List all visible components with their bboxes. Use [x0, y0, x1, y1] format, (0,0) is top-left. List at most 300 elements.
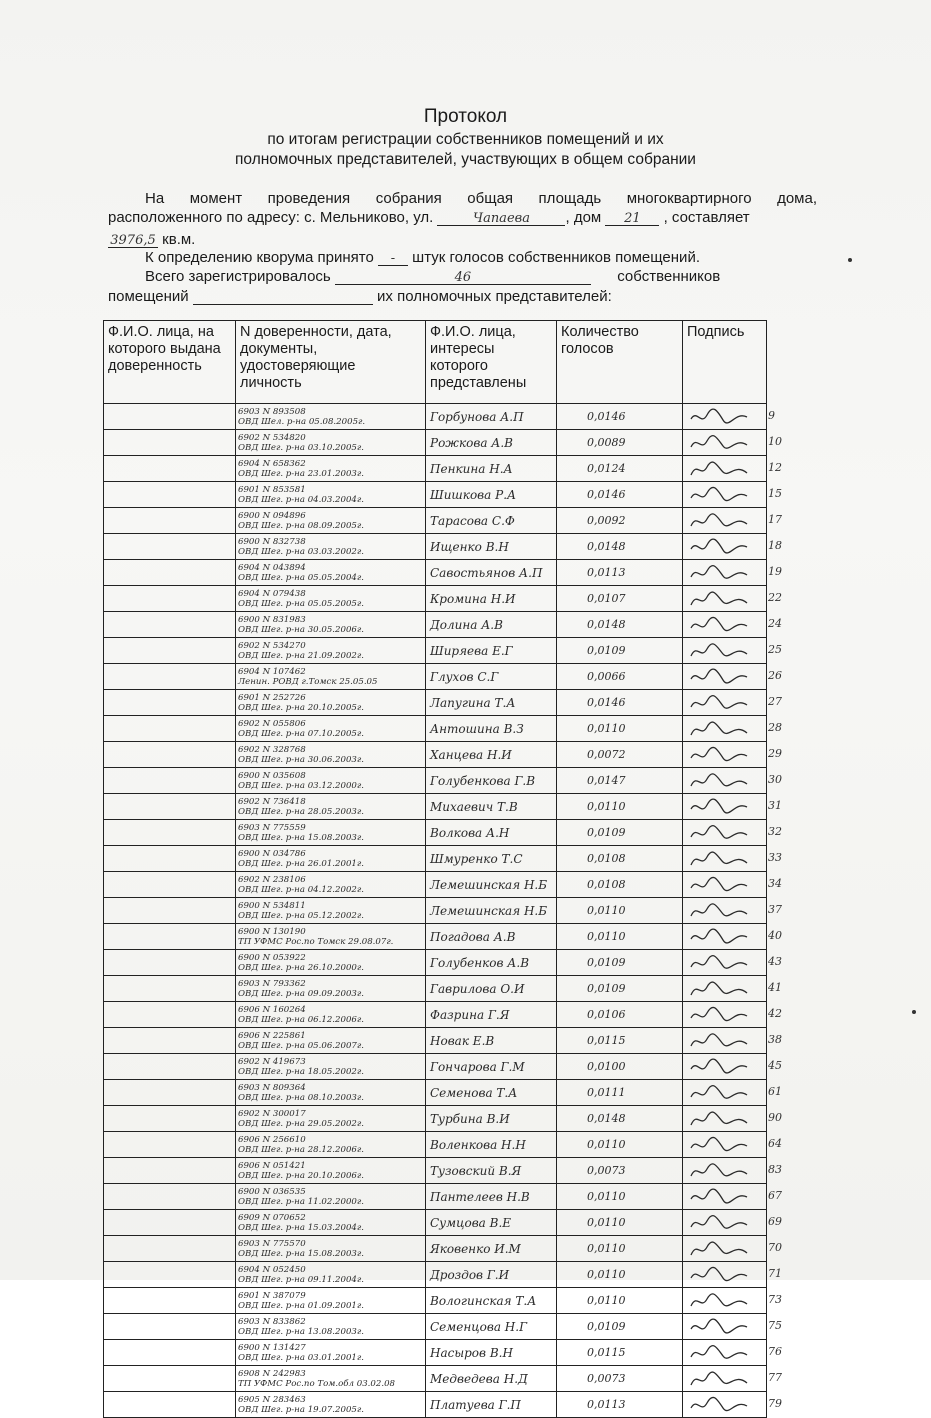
document-cell: [236, 768, 426, 794]
proxy-name-cell: [104, 1080, 236, 1106]
document-number: 6903 N 775570: [238, 1238, 306, 1249]
proxy-name-cell: [104, 846, 236, 872]
document-issuer: ОВД Шег. р-на 11.02.2000г.: [238, 1196, 364, 1207]
votes-cell: 0,0111: [557, 1080, 683, 1106]
document-number: 6906 N 225861: [238, 1030, 306, 1041]
table-row: [104, 1262, 767, 1288]
votes-cell: 0,0073: [557, 1366, 683, 1392]
signature-cell: [683, 638, 782, 664]
document-number: 6908 N 242983: [238, 1368, 306, 1379]
owner-name-cell: Ширяева Е.Г: [426, 638, 557, 664]
document-title: Протокол: [423, 106, 508, 127]
proxy-name-cell: [104, 1288, 236, 1314]
document-issuer: ОВД Шег. р-на 09.09.2003г.: [238, 988, 364, 999]
table-row: [104, 1054, 767, 1080]
document-cell: [236, 612, 426, 638]
document-issuer: ОВД Шег. р-на 26.01.2001г.: [238, 858, 364, 869]
owner-name-cell: Сумцова В.Е: [426, 1210, 557, 1236]
signature-scribble: [689, 1369, 749, 1389]
signature-scribble: [689, 537, 749, 557]
row-number: 9: [768, 409, 775, 422]
table-row: [104, 534, 767, 560]
house-label: , дом: [565, 209, 602, 226]
votes-cell: 0,0110: [557, 898, 683, 924]
proxy-name-cell: [104, 794, 236, 820]
row-number: 30: [768, 773, 782, 786]
document-cell: [236, 794, 426, 820]
signature-scribble: [689, 589, 749, 609]
signature-scribble: [689, 693, 749, 713]
document-subtitle-line1: по итогам регистрации собственников помещений и их: [267, 131, 664, 148]
proxy-name-cell: [104, 456, 236, 482]
document-cell: [236, 586, 426, 612]
row-number: 71: [768, 1267, 782, 1280]
document-cell: [236, 1210, 426, 1236]
row-number: 69: [768, 1215, 782, 1228]
document-issuer: ОВД Шег. р-на 03.03.2002г.: [238, 546, 364, 557]
signature-scribble: [689, 459, 749, 479]
signature-cell: [683, 612, 782, 638]
row-number: 33: [768, 851, 782, 864]
table-row: [104, 638, 767, 664]
scan-speck: [912, 1010, 916, 1014]
document-number: 6904 N 043894: [238, 562, 306, 573]
owner-name-cell: Михаевич Т.В: [426, 794, 557, 820]
table-row: [104, 716, 767, 742]
signature-scribble: [689, 1239, 749, 1259]
document-cell: [236, 1106, 426, 1132]
table-row: [104, 1080, 767, 1106]
votes-cell: 0,0110: [557, 1288, 683, 1314]
representatives-blank: [193, 290, 373, 305]
quorum-value-field: -: [378, 251, 408, 266]
document-cell: [236, 1184, 426, 1210]
table-row: [104, 404, 767, 430]
document-issuer: ОВД Шег. р-на 04.12.2002г.: [238, 884, 364, 895]
document-cell: [236, 1080, 426, 1106]
votes-cell: 0,0146: [557, 482, 683, 508]
owner-name-cell: Новак Е.В: [426, 1028, 557, 1054]
proxy-name-cell: [104, 716, 236, 742]
proxy-name-cell: [104, 586, 236, 612]
table-row: [104, 950, 767, 976]
row-number: 12: [768, 461, 782, 474]
table-row: [104, 1158, 767, 1184]
signature-scribble: [689, 641, 749, 661]
votes-cell: 0,0148: [557, 612, 683, 638]
votes-cell: 0,0109: [557, 638, 683, 664]
document-number: 6900 N 832738: [238, 536, 306, 547]
registered-count-field: 46: [335, 270, 591, 285]
signature-cell: [683, 586, 782, 612]
row-number: 83: [768, 1163, 782, 1176]
votes-cell: 0,0113: [557, 560, 683, 586]
registration-table: [103, 320, 782, 1418]
proxy-name-cell: [104, 768, 236, 794]
document-number: 6902 N 534820: [238, 432, 306, 443]
owner-name-cell: Яковенко И.М: [426, 1236, 557, 1262]
document-issuer: ОВД Шел. р-на 05.08.2005г.: [238, 416, 366, 427]
signature-cell: [683, 872, 782, 898]
document-number: 6900 N 035608: [238, 770, 306, 781]
document-issuer: ОВД Шег. р-на 30.06.2003г.: [238, 754, 364, 765]
table-row: [104, 1028, 767, 1054]
signature-scribble: [689, 901, 749, 921]
owner-name-cell: Тарасова С.Ф: [426, 508, 557, 534]
document-number: 6900 N 130190: [238, 926, 306, 937]
signature-scribble: [689, 1083, 749, 1103]
signature-cell: [683, 1288, 782, 1314]
votes-cell: 0,0066: [557, 664, 683, 690]
signature-scribble: [689, 745, 749, 765]
signature-cell: [683, 1028, 782, 1054]
table-row: [104, 794, 767, 820]
proxy-name-cell: [104, 1132, 236, 1158]
document-cell: [236, 482, 426, 508]
signature-cell: [683, 950, 782, 976]
votes-cell: 0,0109: [557, 950, 683, 976]
owner-name-cell: Воленкова Н.Н: [426, 1132, 557, 1158]
col-header-proxy-document: N доверенности, дата, документы, удостоверяющие личность: [236, 321, 426, 404]
row-number: 26: [768, 669, 782, 682]
signature-scribble: [689, 1291, 749, 1311]
votes-cell: 0,0072: [557, 742, 683, 768]
table-row: [104, 898, 767, 924]
document-issuer: ОВД Шег. р-на 05.05.2004г.: [238, 572, 364, 583]
document-cell: [236, 1158, 426, 1184]
row-number: 77: [768, 1371, 782, 1384]
row-number: 41: [768, 981, 782, 994]
table-row: [104, 1184, 767, 1210]
proxy-name-cell: [104, 560, 236, 586]
table-row: [104, 1366, 767, 1392]
owner-name-cell: Голубенкова Г.В: [426, 768, 557, 794]
votes-cell: 0,0147: [557, 768, 683, 794]
document-number: 6904 N 658362: [238, 458, 306, 469]
document-number: 6900 N 831983: [238, 614, 306, 625]
signature-scribble: [689, 719, 749, 739]
row-number: 40: [768, 929, 782, 942]
document-cell: [236, 430, 426, 456]
document-cell: [236, 1340, 426, 1366]
table-row: [104, 1392, 767, 1418]
document-number: 6903 N 775559: [238, 822, 306, 833]
owner-name-cell: Шишкова Р.А: [426, 482, 557, 508]
owner-name-cell: Пантелеев Н.В: [426, 1184, 557, 1210]
address-suffix: , составляет: [663, 209, 750, 226]
owner-name-cell: Савостьянов А.П: [426, 560, 557, 586]
document-cell: [236, 1054, 426, 1080]
document-number: 6900 N 534811: [238, 900, 306, 911]
signature-cell: [683, 1158, 782, 1184]
signature-cell: [683, 1262, 782, 1288]
signature-scribble: [689, 433, 749, 453]
document-number: 6903 N 893508: [238, 406, 306, 417]
signature-scribble: [689, 1187, 749, 1207]
row-number: 34: [768, 877, 782, 890]
owner-name-cell: Долина А.В: [426, 612, 557, 638]
owner-name-cell: Дроздов Г.И: [426, 1262, 557, 1288]
document-cell: [236, 638, 426, 664]
owner-name-cell: Вологинская Т.А: [426, 1288, 557, 1314]
proxy-name-cell: [104, 430, 236, 456]
document-cell: [236, 1028, 426, 1054]
signature-scribble: [689, 875, 749, 895]
document-issuer: ОВД Шег. р-на 09.11.2004г.: [238, 1274, 364, 1285]
signature-scribble: [689, 979, 749, 999]
row-number: 73: [768, 1293, 782, 1306]
proxy-name-cell: [104, 664, 236, 690]
signature-scribble: [689, 1317, 749, 1337]
signature-cell: [683, 1054, 782, 1080]
votes-cell: 0,0100: [557, 1054, 683, 1080]
row-number: 76: [768, 1345, 782, 1358]
owner-name-cell: Лемешинская Н.Б: [426, 898, 557, 924]
row-number: 22: [768, 591, 782, 604]
document-issuer: ОВД Шег. р-на 08.09.2005г.: [238, 520, 364, 531]
signature-cell: [683, 846, 782, 872]
signature-scribble: [689, 667, 749, 687]
signature-cell: [683, 1210, 782, 1236]
signature-scribble: [689, 1135, 749, 1155]
proxy-name-cell: [104, 1210, 236, 1236]
votes-cell: 0,0146: [557, 404, 683, 430]
proxy-name-cell: [104, 898, 236, 924]
document-issuer: ОВД Шег. р-на 28.12.2006г.: [238, 1144, 364, 1155]
row-number: 18: [768, 539, 782, 552]
representatives-line: [108, 288, 612, 305]
document-issuer: ОВД Шег. р-на 06.12.2006г.: [238, 1014, 364, 1025]
owner-name-cell: Ищенко В.Н: [426, 534, 557, 560]
table-row: [104, 612, 767, 638]
document-number: 6904 N 107462: [238, 666, 306, 677]
document-number: 6901 N 252726: [238, 692, 306, 703]
document-subtitle-line2: полномочных представителей, участвующих в общем собрании: [235, 151, 696, 168]
row-number: 15: [768, 487, 782, 500]
document-number: 6902 N 736418: [238, 796, 306, 807]
row-number: 45: [768, 1059, 782, 1072]
registered-line: [145, 268, 720, 285]
document-issuer: ОВД Шег. р-на 21.09.2002г.: [238, 650, 364, 661]
proxy-name-cell: [104, 1158, 236, 1184]
signature-scribble: [689, 485, 749, 505]
signature-scribble: [689, 1343, 749, 1363]
owner-name-cell: Гончарова Г.М: [426, 1054, 557, 1080]
signature-scribble: [689, 953, 749, 973]
area-line: [108, 231, 195, 248]
representatives-prefix: помещений: [108, 288, 189, 305]
owner-name-cell: Голубенков А.В: [426, 950, 557, 976]
row-number: 24: [768, 617, 782, 630]
document-number: 6900 N 053922: [238, 952, 306, 963]
signature-cell: [683, 1132, 782, 1158]
owner-name-cell: Гаврилова О.И: [426, 976, 557, 1002]
document-cell: [236, 1262, 426, 1288]
table-row: [104, 508, 767, 534]
document-cell: [236, 742, 426, 768]
document-issuer: ОВД Шег. р-на 20.10.2005г.: [238, 702, 364, 713]
proxy-name-cell: [104, 924, 236, 950]
proxy-name-cell: [104, 976, 236, 1002]
owner-name-cell: Семенцова Н.Г: [426, 1314, 557, 1340]
document-cell: [236, 1288, 426, 1314]
document-issuer: ОВД Шег. р-на 23.01.2003г.: [238, 468, 364, 479]
row-number: 31: [768, 799, 782, 812]
row-number: 38: [768, 1033, 782, 1046]
signature-scribble: [689, 1031, 749, 1051]
votes-cell: 0,0115: [557, 1028, 683, 1054]
table-row: [104, 1210, 767, 1236]
table-row: [104, 482, 767, 508]
row-number: 64: [768, 1137, 782, 1150]
signature-scribble: [689, 1265, 749, 1285]
row-number: 43: [768, 955, 782, 968]
proxy-name-cell: [104, 612, 236, 638]
signature-scribble: [689, 771, 749, 791]
table-row: [104, 690, 767, 716]
table-row: [104, 872, 767, 898]
table-row: [104, 1236, 767, 1262]
owner-name-cell: Волкова А.Н: [426, 820, 557, 846]
signature-scribble: [689, 1161, 749, 1181]
signature-cell: [683, 1314, 782, 1340]
votes-cell: 0,0148: [557, 1106, 683, 1132]
document-cell: [236, 820, 426, 846]
signature-cell: [683, 1002, 782, 1028]
owner-name-cell: Фазрина Г.Я: [426, 1002, 557, 1028]
document-cell: [236, 508, 426, 534]
proxy-name-cell: [104, 820, 236, 846]
signature-cell: [683, 1366, 782, 1392]
proxy-name-cell: [104, 1184, 236, 1210]
votes-cell: 0,0113: [557, 1392, 683, 1418]
votes-cell: 0,0108: [557, 872, 683, 898]
document-issuer: Ленин. РОВД г.Томск 25.05.05: [238, 676, 378, 687]
document-issuer: ОВД Шег. р-на 05.05.2005г.: [238, 598, 364, 609]
signature-scribble: [689, 615, 749, 635]
document-number: 6900 N 094896: [238, 510, 306, 521]
proxy-name-cell: [104, 1054, 236, 1080]
table-row: [104, 820, 767, 846]
street-field: Чапаева: [437, 211, 565, 226]
signature-cell: [683, 1184, 782, 1210]
row-number: 70: [768, 1241, 782, 1254]
row-number: 29: [768, 747, 782, 760]
signature-cell: [683, 794, 782, 820]
document-issuer: ОВД Шег. р-на 15.08.2003г.: [238, 1248, 364, 1259]
document-number: 6902 N 534270: [238, 640, 306, 651]
proxy-name-cell: [104, 1028, 236, 1054]
area-value-field: 3976,5: [108, 233, 158, 248]
document-number: 6904 N 052450: [238, 1264, 306, 1275]
table-row: [104, 976, 767, 1002]
document-cell: [236, 716, 426, 742]
votes-cell: 0,0148: [557, 534, 683, 560]
owner-name-cell: Пенкина Н.А: [426, 456, 557, 482]
document-cell: [236, 690, 426, 716]
table-header-row: [104, 321, 767, 404]
votes-cell: 0,0110: [557, 1184, 683, 1210]
votes-cell: 0,0106: [557, 1002, 683, 1028]
document-number: 6906 N 051421: [238, 1160, 306, 1171]
document-cell: [236, 456, 426, 482]
votes-cell: 0,0124: [557, 456, 683, 482]
signature-cell: [683, 820, 782, 846]
proxy-name-cell: [104, 950, 236, 976]
document-issuer: ОВД Шег. р-на 26.10.2000г.: [238, 962, 364, 973]
signature-cell: [683, 690, 782, 716]
signature-cell: [683, 430, 782, 456]
owner-name-cell: Погадова А.В: [426, 924, 557, 950]
table-row: [104, 846, 767, 872]
col-header-signature: Подпись: [683, 321, 767, 404]
owner-name-cell: Медведева Н.Д: [426, 1366, 557, 1392]
signature-scribble: [689, 1057, 749, 1077]
document-cell: [236, 950, 426, 976]
row-number: 61: [768, 1085, 782, 1098]
votes-cell: 0,0110: [557, 1132, 683, 1158]
owner-name-cell: Горбунова А.П: [426, 404, 557, 430]
document-cell: [236, 664, 426, 690]
document-cell: [236, 1236, 426, 1262]
signature-scribble: [689, 407, 749, 427]
document-issuer: ОВД Шег. р-на 05.12.2002г.: [238, 910, 364, 921]
owner-name-cell: Турбина В.И: [426, 1106, 557, 1132]
signature-cell: [683, 664, 782, 690]
owner-name-cell: Платуева Г.П: [426, 1392, 557, 1418]
scan-speck: [848, 258, 852, 262]
votes-cell: 0,0110: [557, 924, 683, 950]
signature-cell: [683, 1392, 782, 1418]
intro-line-1: На момент проведения собрания общая площадь многоквартирного дома,: [145, 190, 817, 207]
signature-cell: [683, 1340, 782, 1366]
owner-name-cell: Семенова Т.А: [426, 1080, 557, 1106]
votes-cell: 0,0089: [557, 430, 683, 456]
document-issuer: ОВД Шег. р-на 05.06.2007г.: [238, 1040, 364, 1051]
document-number: 6901 N 387079: [238, 1290, 306, 1301]
registered-prefix: Всего зарегистрировалось: [145, 268, 331, 285]
document-issuer: ОВД Шег. р-на 20.10.2006г.: [238, 1170, 364, 1181]
document-issuer: ОВД Шег. р-на 18.05.2002г.: [238, 1066, 364, 1077]
signature-scribble: [689, 823, 749, 843]
document-cell: [236, 1002, 426, 1028]
signature-scribble: [689, 797, 749, 817]
document-cell: [236, 924, 426, 950]
document-number: 6900 N 034786: [238, 848, 306, 859]
signature-cell: [683, 1106, 782, 1132]
document-number: 6902 N 300017: [238, 1108, 306, 1119]
proxy-name-cell: [104, 1314, 236, 1340]
signature-scribble: [689, 511, 749, 531]
proxy-name-cell: [104, 1262, 236, 1288]
votes-cell: 0,0109: [557, 1314, 683, 1340]
table-row: [104, 742, 767, 768]
document-number: 6909 N 070652: [238, 1212, 306, 1223]
signature-cell: [683, 456, 782, 482]
owner-name-cell: Антошина В.З: [426, 716, 557, 742]
row-number: 32: [768, 825, 782, 838]
document-cell: [236, 1314, 426, 1340]
area-unit: кв.м.: [162, 231, 196, 248]
proxy-name-cell: [104, 1002, 236, 1028]
house-number-field: 21: [605, 211, 659, 226]
signature-cell: [683, 1236, 782, 1262]
document-issuer: ТП УФМС Рос.по Том.обл 03.02.08: [238, 1378, 396, 1389]
owner-name-cell: Тузовский В.Я: [426, 1158, 557, 1184]
table-row: [104, 664, 767, 690]
signature-scribble: [689, 1395, 749, 1415]
signature-cell: [683, 768, 782, 794]
